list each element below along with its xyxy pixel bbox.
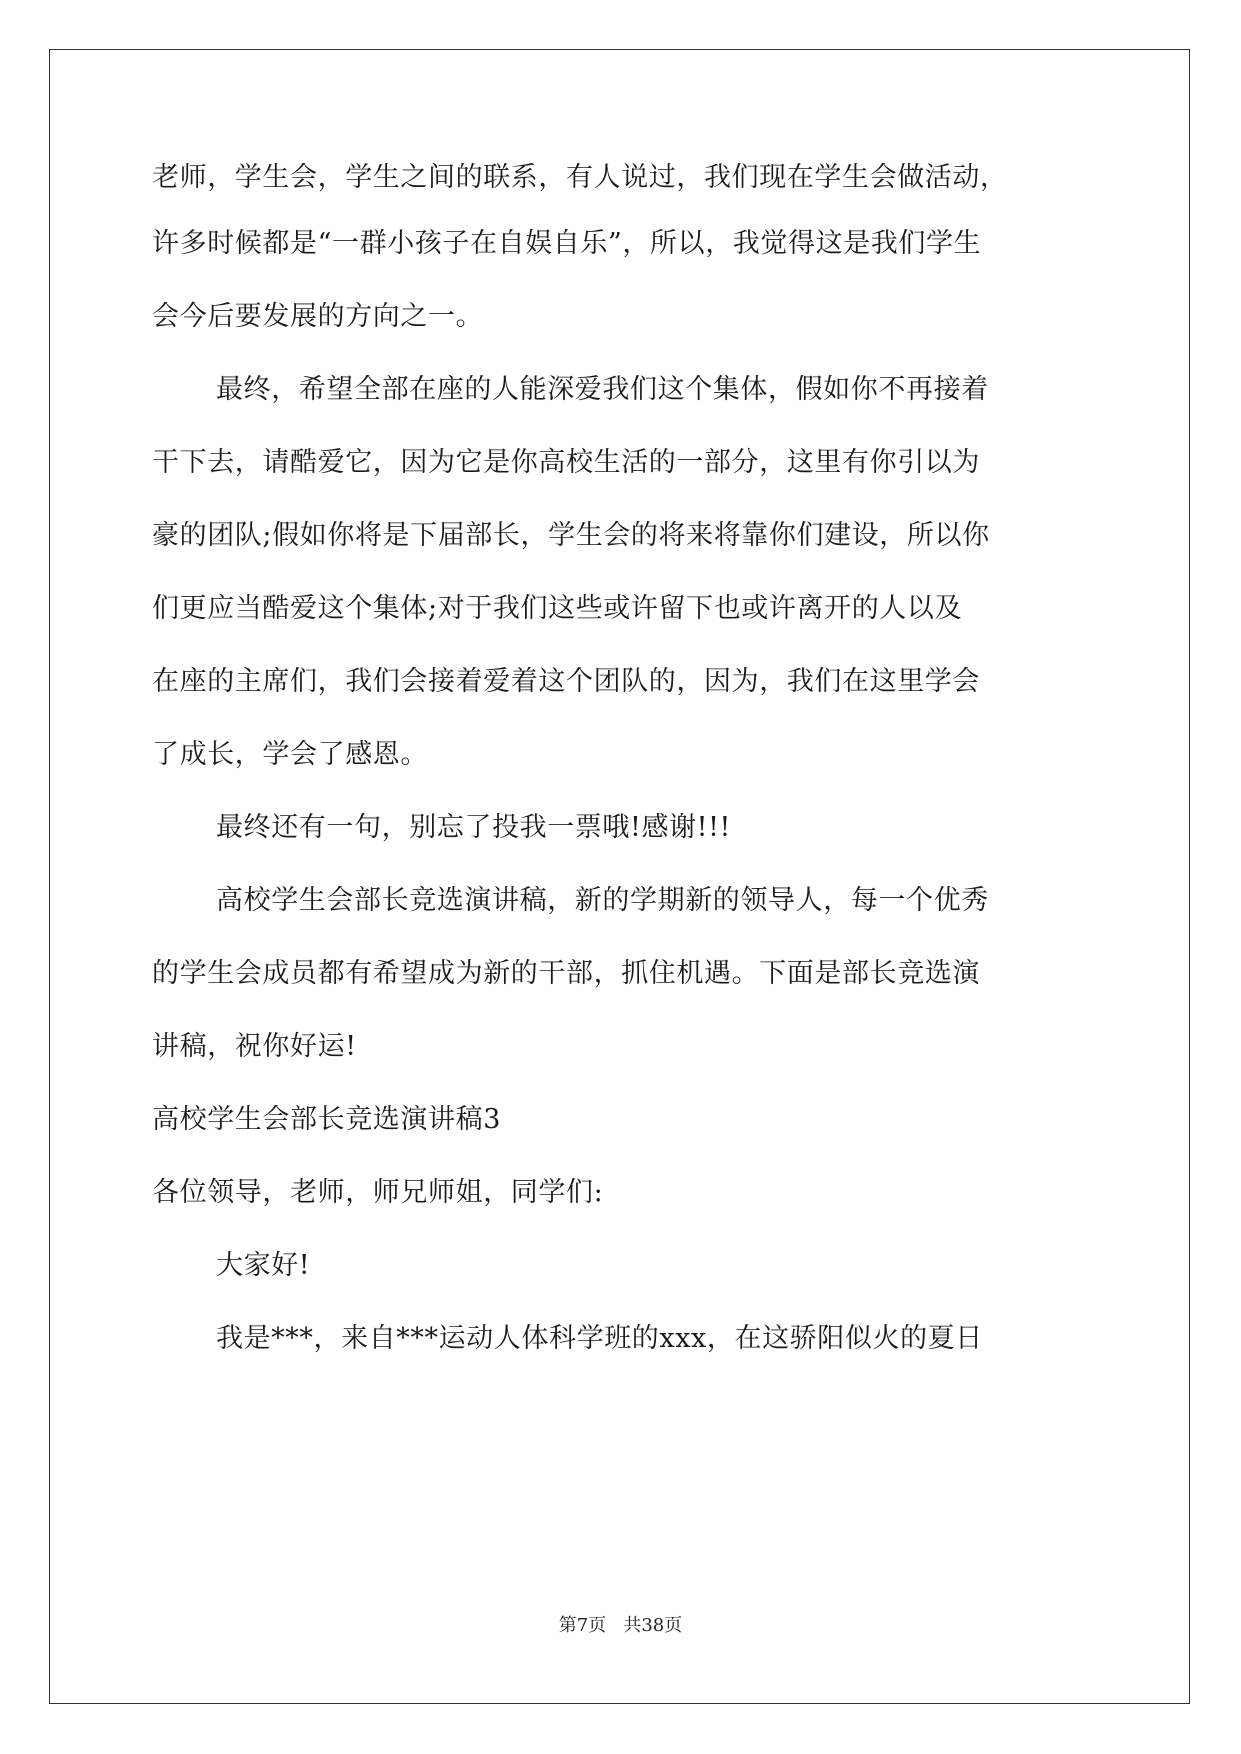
body-line: 讲稿，祝你好运! [152, 1031, 357, 1062]
greeting-line: 大家好! [216, 1250, 311, 1281]
body-line: 豪的团队;假如你将是下届部长，学生会的将来将靠你们建设，所以你 [152, 520, 990, 551]
body-line: 的学生会成员都有希望成为新的干部，抓住机遇。下面是部长竞选演 [152, 958, 980, 989]
body-line: 会今后要发展的方向之一。 [152, 301, 484, 332]
body-line: 们更应当酷爱这个集体;对于我们这些或许留下也或许离开的人以及 [152, 593, 963, 624]
body-line: 老师，学生会，学生之间的联系，有人说过，我们现在学生会做活动， [152, 162, 1008, 193]
salutation-line: 各位领导，老师，师兄师姐，同学们: [152, 1177, 604, 1208]
paragraph-start-line: 最终还有一句，别忘了投我一票哦!感谢!!! [216, 812, 731, 843]
paragraph-start-line: 我是***，来自***运动人体科学班的xxx，在这骄阳似火的夏日 [216, 1323, 983, 1354]
page-footer [0, 1614, 1241, 1638]
body-line: 了成长，学会了感恩。 [152, 739, 428, 770]
page-number: 第7页 [558, 1615, 607, 1636]
body-line: 干下去，请酷爱它，因为它是你高校生活的一部分，这里有你引以为 [152, 447, 980, 478]
body-line: 在座的主席们，我们会接着爱着这个团队的，因为，我们在这里学会 [152, 666, 980, 697]
paragraph-start-line: 高校学生会部长竞选演讲稿，新的学期新的领导人，每一个优秀 [216, 885, 989, 916]
page-total: 共38页 [623, 1615, 683, 1636]
paragraph-start-line: 最终，希望全部在座的人能深爱我们这个集体，假如你不再接着 [216, 374, 989, 405]
body-line: 许多时候都是“一群小孩子在自娱自乐”，所以，我觉得这是我们学生 [152, 228, 982, 259]
section-heading: 高校学生会部长竞选演讲稿3 [152, 1104, 501, 1135]
